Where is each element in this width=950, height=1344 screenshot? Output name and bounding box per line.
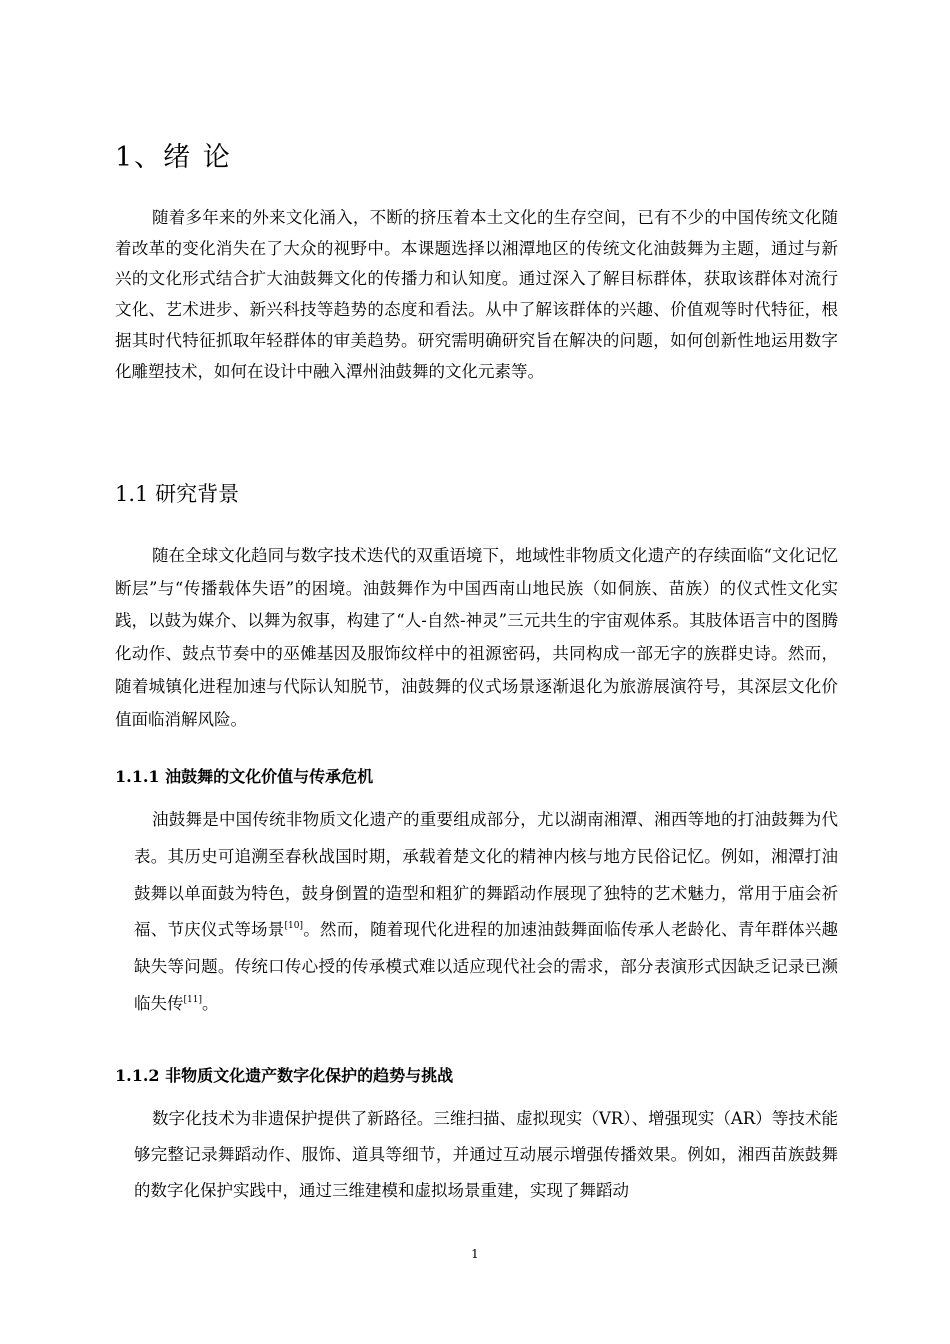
paragraph-text: 。	[201, 993, 219, 1013]
cultural-value-paragraph	[134, 802, 838, 1023]
digitization-paragraph: 数字化技术为非遗保护提供了新路径。三维扫描、虚拟现实（VR）、增强现实（AR）等技术能够完整记录舞蹈动作、服饰、道具等细节，并通过互动展示增强传播效果。例如，湘西苗族鼓舞的数字化保护实践中，通过三维建模和虚拟场景重建，实现了舞蹈动	[134, 1109, 838, 1200]
citation-ref: [11]	[183, 994, 202, 1005]
section-heading-1-1: 1.1 研究背景	[115, 482, 240, 506]
citation-ref: [10]	[284, 921, 303, 932]
chapter-heading: 1、绪 论	[115, 142, 232, 173]
paragraph-text: 。然而，随着现代化进程的加速油鼓舞面临传承人老龄化、青年群体兴趣缺失等问题。传统口传心授的传承模式难以适应现代社会的需求，部分表演形式因缺乏记录已濒临失传	[134, 920, 839, 1013]
subsection-heading-1-1-1: 1.1.1 油鼓舞的文化价值与传承危机	[115, 767, 374, 786]
subsection-heading-1-1-2: 1.1.2 非物质文化遗产数字化保护的趋势与挑战	[115, 1066, 454, 1085]
paragraph-text: 油鼓舞是中国传统非物质文化遗产的重要组成部分，尤以湖南湘潭、湘西等地的打油鼓舞为代表。其历史可追溯至春秋战国时期，承载着楚文化的精神内核与地方民俗记忆。例如，湘潭打油鼓舞以单面鼓为特色，鼓身倒置的造型和粗犷的舞蹈动作展现了独特的艺术魅力，常用于庙会祈福、节庆仪式等场景	[134, 810, 838, 940]
page-number: 1	[471, 1247, 479, 1261]
intro-paragraph: 随着多年来的外来文化涌入，不断的挤压着本土文化的生存空间，已有不少的中国传统文化随着改革的变化消失在了大众的视野中。本课题选择以湘潭地区的传统文化油鼓舞为主题，通过与新兴的文化形式结合扩大油鼓舞文化的传播力和认知度。通过深入了解目标群体，获取该群体对流行文化、艺术进步、新兴科技等趋势的态度和看法。从中了解该群体的兴趣、价值观等时代特征，根据其时代特征抓取年轻群体的审美趋势。研究需明确研究旨在解决的问题，如何创新性地运用数字化雕塑技术，如何在设计中融入潭州油鼓舞的文化元素等。	[115, 208, 838, 381]
background-paragraph: 随在全球文化趋同与数字技术迭代的双重语境下，地域性非物质文化遗产的存续面临“文化记忆断层”与“传播载体失语”的困境。油鼓舞作为中国西南山地民族（如侗族、苗族）的仪式性文化实践，以鼓为媒介、以舞为叙事，构建了“人-自然-神灵”三元共生的宇宙观体系。其肢体语言中的图腾化动作、鼓点节奏中的巫傩基因及服饰纹样中的祖源密码，共同构成一部无字的族群史诗。然而，随着城镇化进程加速与代际认知脱节，油鼓舞的仪式场景逐渐退化为旅游展演符号，其深层文化价值面临消解风险。	[115, 546, 838, 729]
